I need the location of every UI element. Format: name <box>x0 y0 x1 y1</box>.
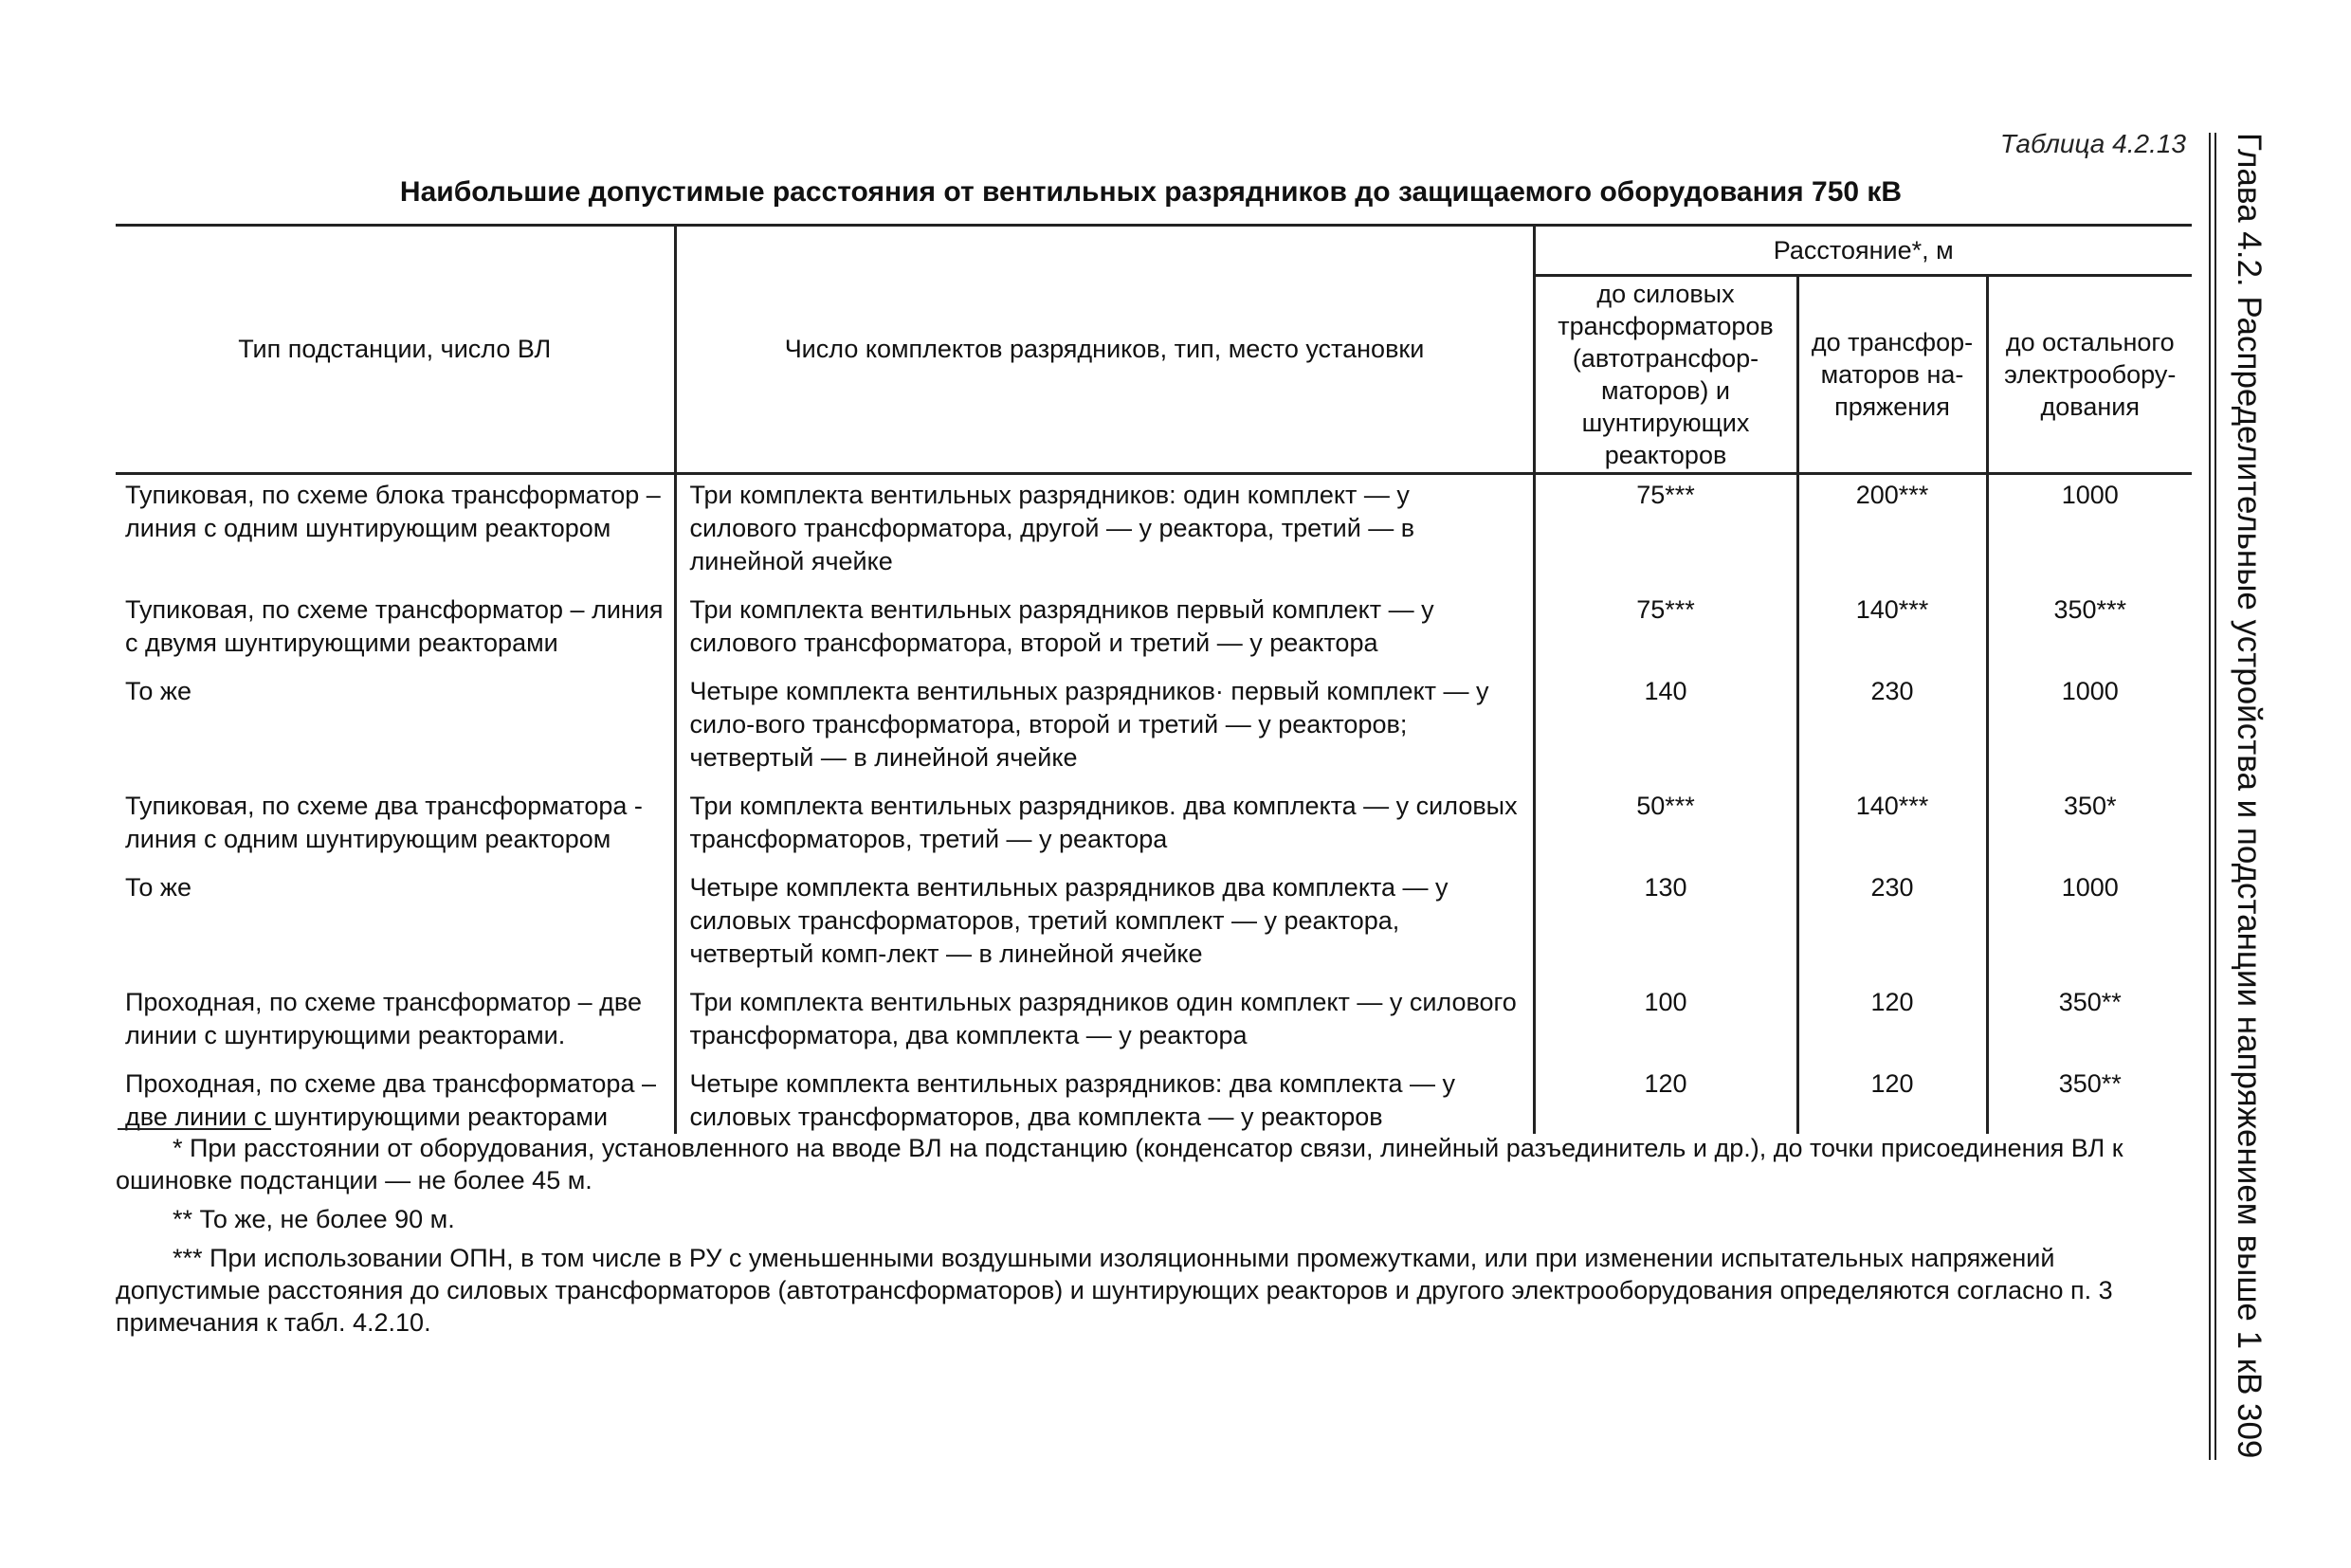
table-row <box>116 1064 2192 1134</box>
footnote-single-star: * При расстоянии от оборудования, установленного на вводе ВЛ на подстанцию (конденсатор связи, линейный разъединитель и др.), до точки присоединения ВЛ к ошиновке подстанции — не более 45 м. <box>116 1134 2123 1194</box>
cell-distance-other: 350** <box>1987 982 2192 1064</box>
cell-distance-vt: 140*** <box>1797 786 1987 867</box>
cell-distance-power: 50*** <box>1534 786 1797 867</box>
table-row <box>116 867 2192 982</box>
table-row <box>116 786 2192 867</box>
cell-distance-other: 1000 <box>1987 671 2192 786</box>
cell-distance-other: 350* <box>1987 786 2192 867</box>
footnotes <box>116 1132 2192 1345</box>
header-arrester-sets: Число комплектов разрядников, тип, место установки <box>675 226 1534 474</box>
table-row <box>116 671 2192 786</box>
cell-substation-type: Тупиковая, по схеме блока трансформатор – линия с одним шунтирующим реактором <box>125 481 661 542</box>
cell-distance-power: 75*** <box>1534 590 1797 671</box>
page-margin <box>2228 133 2294 1460</box>
running-head: Глава 4.2. Распределительные устройства и подстанции напряжением выше 1 кВ <box>2231 133 2268 1395</box>
cell-arrester-sets: Четыре комплекта вентильных разрядников: два комплекта — у силовых трансформаторов, два комплекта — у реакторов <box>675 1064 1534 1134</box>
cell-distance-vt: 230 <box>1797 867 1987 982</box>
cell-distance-vt: 140*** <box>1797 590 1987 671</box>
cell-distance-power: 130 <box>1534 867 1797 982</box>
cell-distance-other: 1000 <box>1987 867 2192 982</box>
footnote-triple-star: *** При использовании ОПН, в том числе в РУ с уменьшенными воздушными изоляционными промежутками, или при изменении испытательных напряжений допустимые расстояния до силовых трансформаторов (автотрансформаторов) и шунтирующих реакторов и другого электрооборудования определяются согласно п. 3 примечания к табл. 4.2.10. <box>116 1244 2113 1337</box>
cell-arrester-sets: Три комплекта вентильных разрядников первый комплект — у силового трансформатора, второй и третий — у реактора <box>675 590 1534 671</box>
header-voltage-transformers: до трансфор-маторов на-пряжения <box>1797 276 1987 474</box>
cell-substation-type: Проходная, по схеме два трансформатора – две линии с шунтирующими реакторами <box>125 1069 656 1131</box>
cell-arrester-sets: Четыре комплекта вентильных разрядников два комплекта — у силовых трансформаторов, третий комплект — у реактора, четвертый комп-лект — в линейной ячейке <box>675 867 1534 982</box>
table-header <box>116 226 2192 474</box>
cell-distance-power: 140 <box>1534 671 1797 786</box>
table-row <box>116 982 2192 1064</box>
cell-arrester-sets: Три комплекта вентильных разрядников: один комплект — у силового трансформатора, другой — у реактора, третий — в линейной ячейке <box>675 474 1534 591</box>
cell-distance-power: 120 <box>1534 1064 1797 1134</box>
table-title: Наибольшие допустимые расстояния от вентильных разрядников до защищаемого оборудования 750 кВ <box>399 176 1903 208</box>
cell-distance-vt: 120 <box>1797 982 1987 1064</box>
footnote-double-star: ** То же, не более 90 м. <box>173 1205 455 1233</box>
table-body <box>116 474 2192 1135</box>
cell-substation-type: То же <box>125 677 191 705</box>
cell-distance-power: 100 <box>1534 982 1797 1064</box>
cell-substation-type: То же <box>125 873 191 902</box>
cell-substation-type: Проходная, по схеме трансформатор – две линии с шунтирующими реакторами. <box>125 988 642 1049</box>
header-power-transformers: до силовых трансформаторов (автотрансфор-маторов) и шунтирующих реакторов <box>1534 276 1797 474</box>
distance-table <box>116 224 2192 1134</box>
cell-arrester-sets: Четыре комплекта вентильных разрядников· первый комплект — у сило-вого трансформатора, второй и третий — у реакторов; четвертый — в линейной ячейке <box>675 671 1534 786</box>
cell-distance-other: 350*** <box>1987 590 2192 671</box>
page-number: 309 <box>2231 1403 2268 1459</box>
header-distance-group: Расстояние*, м <box>1534 226 2192 276</box>
cell-arrester-sets: Три комплекта вентильных разрядников один комплект — у силового трансформатора, два комплекта — у реактора <box>675 982 1534 1064</box>
cell-substation-type: Тупиковая, по схеме трансформатор – линия с двумя шунтирующими реакторами <box>125 595 664 657</box>
cell-distance-other: 1000 <box>1987 474 2192 591</box>
cell-arrester-sets: Три комплекта вентильных разрядников. два комплекта — у силовых трансформаторов, третий — у реактора <box>675 786 1534 867</box>
table-number: Таблица 4.2.13 <box>1999 129 2186 158</box>
table-row <box>116 474 2192 591</box>
cell-distance-vt: 230 <box>1797 671 1987 786</box>
table-row <box>116 590 2192 671</box>
header-other-equipment: до остального электрообору-дования <box>1987 276 2192 474</box>
header-substation-type: Тип подстанции, число ВЛ <box>116 226 675 474</box>
cell-substation-type: Тупиковая, по схеме два трансформатора - линия с одним шунтирующим реактором <box>125 792 643 853</box>
cell-distance-vt: 120 <box>1797 1064 1987 1134</box>
footnote-divider <box>118 1128 271 1130</box>
cell-distance-power: 75*** <box>1534 474 1797 591</box>
cell-distance-other: 350** <box>1987 1064 2192 1134</box>
cell-distance-vt: 200*** <box>1797 474 1987 591</box>
margin-double-rule <box>2209 133 2216 1460</box>
